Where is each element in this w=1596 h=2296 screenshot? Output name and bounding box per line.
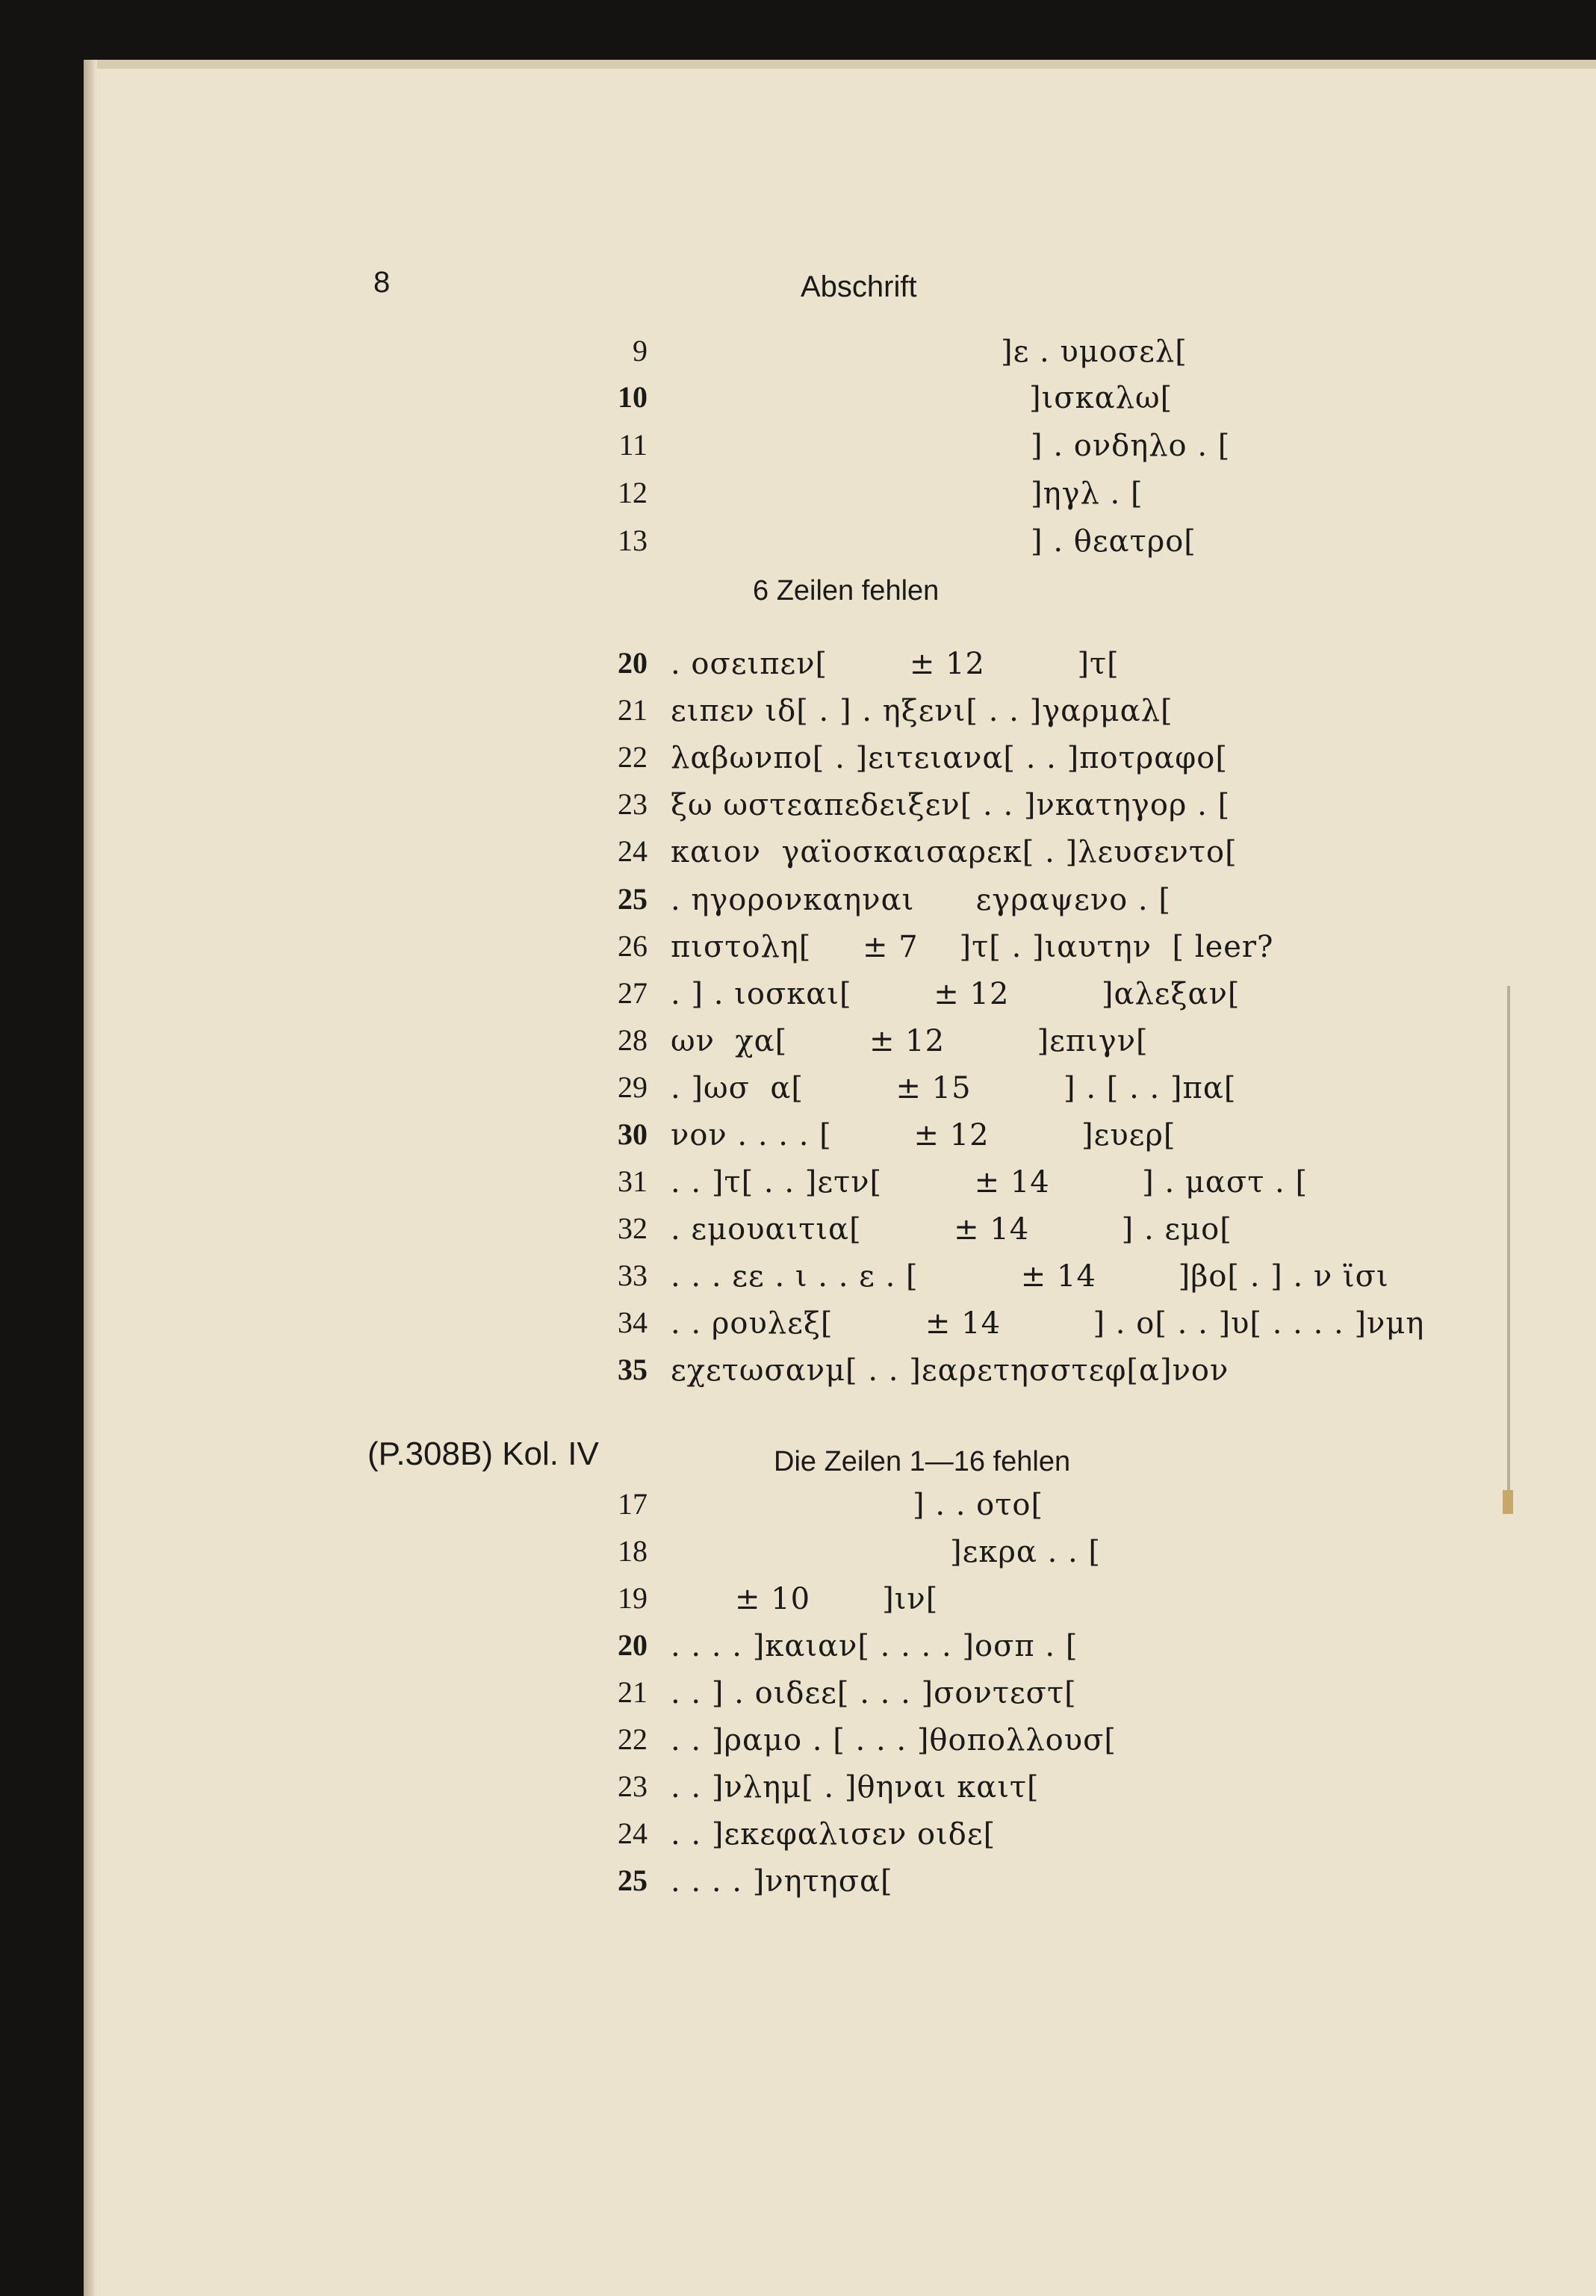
missing-lines-note: Die Zeilen 1—16 fehlen — [774, 1446, 1071, 1477]
page-edge-mark — [1507, 986, 1510, 1509]
transcription-line: ]ε . υμοσελ[ — [1001, 335, 1187, 369]
transcription-line: . . ρουλεξ[ ± 14 ] . ο[ . . ]υ[ . . . . ]νμη — [671, 1306, 1425, 1341]
transcription-line: . . ]εκεφαλισεν οιδε[ — [671, 1817, 996, 1852]
line-number: 20 — [618, 1628, 648, 1662]
transcription-line: ] . θεατρο[ — [1031, 524, 1196, 559]
running-head: Abschrift — [801, 270, 917, 303]
transcription-line: εχετωσανμ[ . . ]εαρετησστεφ[α]νον — [671, 1353, 1229, 1388]
transcription-line: . . ]τ[ . . ]ετν[ ± 14 ] . μαστ . [ — [671, 1165, 1308, 1200]
line-number: 10 — [618, 380, 648, 414]
transcription-line: ξω ωστεαπεδειξεν[ . . ]νκατηγορ . [ — [671, 788, 1231, 822]
line-number: 28 — [618, 1023, 648, 1057]
transcription-line: ] . ονδηλο . [ — [1031, 429, 1231, 463]
transcription-line: . ]ωσ α[ ± 15 ] . [ . . ]πα[ — [671, 1071, 1237, 1105]
line-number: 34 — [618, 1306, 648, 1339]
line-number: 23 — [618, 1769, 648, 1803]
line-number: 9 — [633, 334, 648, 367]
column-heading: (P.308B) Kol. IV — [367, 1436, 599, 1472]
transcription-line: ]ισκαλω[ — [1029, 381, 1173, 415]
transcription-line: πιστολη[ ± 7 ]τ[ . ]ιαυτην [ leer? — [671, 930, 1274, 964]
transcription-line: . ] . ιοσκαι[ ± 12 ]αλεξαν[ — [671, 977, 1241, 1011]
transcription-line: . . ] . οιδεε[ . . . ]σοντεστ[ — [671, 1676, 1077, 1710]
line-number: 24 — [618, 834, 648, 868]
transcription-line: νον . . . . [ ± 12 ]ευερ[ — [671, 1118, 1176, 1152]
transcription-line: ων χα[ ± 12 ]επιγν[ — [671, 1024, 1149, 1058]
line-number: 25 — [618, 1864, 648, 1897]
transcription-line: ειπεν ιδ[ . ] . ηξενι[ . . ]γαρμαλ[ — [671, 694, 1173, 728]
page-binding-shadow — [84, 60, 97, 2296]
line-number: 31 — [618, 1164, 648, 1198]
transcription-line: . . . . ]νητησα[ — [671, 1864, 893, 1899]
transcription-line: ]ηγλ . [ — [1031, 477, 1143, 511]
transcription-line: . ηγορονκαηναι εγραψενο . [ — [671, 883, 1171, 917]
line-number: 22 — [618, 740, 648, 774]
line-number: 30 — [618, 1117, 648, 1151]
transcription-line: . . ]νλημ[ . ]θηναι καιτ[ — [671, 1770, 1040, 1805]
line-number: 24 — [618, 1816, 648, 1850]
line-number: 25 — [618, 882, 648, 916]
transcription-line: καιον γαϊοσκαισαρεκ[ . ]λευσεντο[ — [671, 835, 1238, 869]
line-number: 21 — [618, 1675, 648, 1709]
line-number: 23 — [618, 787, 648, 821]
transcription-line: . οσειπεν[ ± 12 ]τ[ — [671, 647, 1120, 681]
line-number: 22 — [618, 1722, 648, 1756]
line-number: 26 — [618, 929, 648, 963]
transcription-line: λαβωνπο[ . ]ειτειανα[ . . ]ποτραφο[ — [671, 741, 1228, 775]
line-number: 33 — [618, 1259, 648, 1292]
line-number: 20 — [618, 646, 648, 680]
line-number: 21 — [618, 693, 648, 727]
line-number: 27 — [618, 976, 648, 1010]
page-top-edge — [88, 60, 1596, 69]
transcription-line: ]εκρα . . [ — [950, 1535, 1102, 1569]
line-number: 19 — [618, 1581, 648, 1615]
line-number: 17 — [618, 1487, 648, 1521]
transcription-line: . . . . ]καιαν[ . . . . ]οσπ . [ — [671, 1629, 1078, 1663]
transcription-line: . . ]ραμο . [ . . . ]θοπολλουσ[ — [671, 1723, 1117, 1757]
line-number: 35 — [618, 1353, 648, 1386]
line-number: 11 — [618, 428, 648, 462]
line-number: 32 — [618, 1211, 648, 1245]
transcription-line: . . . εε . ι . . ε . [ ± 14 ]βο[ . ] . ν ϊσι — [671, 1259, 1389, 1294]
line-number: 18 — [618, 1534, 648, 1568]
line-number: 13 — [618, 524, 648, 557]
missing-lines-note: 6 Zeilen fehlen — [753, 575, 940, 606]
page-tab-mark — [1503, 1490, 1513, 1514]
line-number: 29 — [618, 1070, 648, 1104]
line-number: 12 — [618, 476, 648, 509]
page-number: 8 — [373, 266, 391, 299]
transcription-line: ± 10 ]ιν[ — [735, 1582, 939, 1616]
transcription-line: ] . . οτο[ — [913, 1488, 1044, 1522]
transcription-line: . εμουαιτια[ ± 14 ] . εμο[ — [671, 1212, 1232, 1247]
